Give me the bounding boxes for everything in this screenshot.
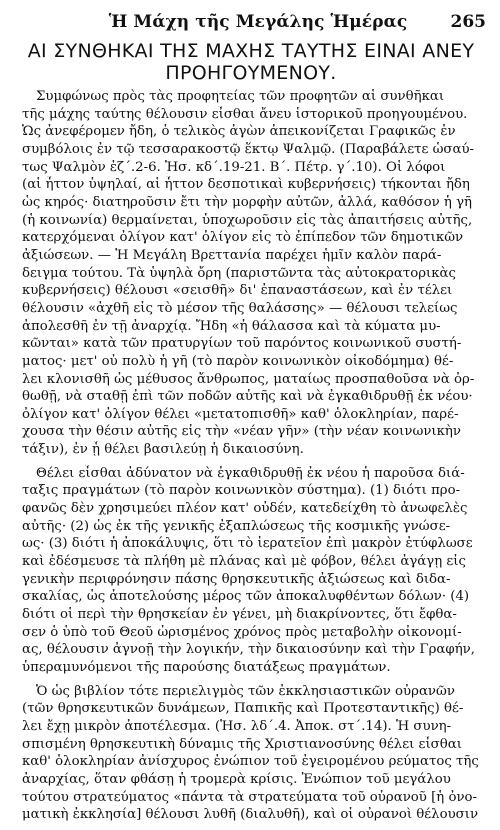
- text-line: Ὡς ἀνεφέρομεν ἤδη, ὁ τελικὸς ἀγὼν ἀπεικονίζεται Γραφικῶς ἐν: [22, 124, 456, 140]
- text-line: ὀλίγον κατ' ὀλίγον θέλει «μετατοπισθῆ» καθ' ὁλοκληρίαν, παρέ-: [22, 406, 459, 422]
- text-line: συμβόλοις ἐν τῷ τεσσαρακοστῷ ἕκτῳ Ψαλμῷ. (Παραβάλετε ὡσαύ-: [22, 141, 475, 157]
- text-line: σεν ὁ ὑπὸ τοῦ Θεοῦ ὡρισμένος χρόνος πρὸς μεταβολὴν οἰκονομί-: [22, 624, 462, 640]
- running-head: [30, 12, 486, 34]
- text-line: ὡς κηρός· διατηροῦσιν ἔτι τὴν μορφὴν αὐτῶν, ἀλλά, καθόσον ἡ γῆ: [22, 194, 473, 210]
- section-heading-line: ΠΡΟΗΓΟΥΜΕΝΟΥ.: [165, 62, 337, 84]
- text-line: τούτου στρατεύματος «πάντα τὰ στρατεύματα τοῦ οὐρανοῦ [ἡ ὀνο-: [22, 789, 478, 805]
- text-line: ὑπεραμυνόμενοι τῆς παρούσης διατάξεως πραγμάτων.: [22, 660, 391, 675]
- running-title: Ἡ Μάχη τῆς Μεγάλης Ἡμέρας: [108, 12, 408, 32]
- text-line: καὶ ἐδέσμευσε τὰ πλήθη μὲ πλάνας καὶ μὲ φόβον, θέλει ἀγάγῃ εἰς: [22, 554, 466, 570]
- text-line: θωθῇ, νὰ σταθῇ ἐπὶ τῶν ποδῶν αὐτῆς καὶ νὰ ἐγκαθιδρυθῇ ἐκ νέου·: [22, 389, 473, 405]
- text-line: σκαλίας, ὡς ἀποτελούσης μέρος τῶν ἀποκαλυφθέντων δόλων· (4): [22, 589, 470, 605]
- text-line: (τῶν θρησκευτικῶν δυνάμεων, Παπικῆς καὶ Προτεσταντικῆς) θέ-: [22, 701, 464, 717]
- text-line: χουσα τὴν θέσιν αὐτῆς εἰς τὴν «νέαν γῆν» (τὴν νέαν κοινωνικὴν: [22, 424, 461, 440]
- text-line: ἀναρχίας, ὅταν φθάσῃ ἡ τρομερὰ κρίσις. Ἐνώπιον τοῦ μεγάλου: [22, 771, 451, 787]
- text-line: δειγμα τούτου. Τὰ ὑψηλὰ ὄρη (παριστῶντα τὰς αὐτοκρατορικὰς: [22, 265, 456, 281]
- section-heading-line: ΑΙ ΣΥΝΘΗΚΑΙ ΤΗΣ ΜΑΧΗΣ ΤΑΥΤΗΣ ΕΙΝΑΙ ΑΝΕΥ: [27, 40, 475, 62]
- text-line: κῶνται» κατὰ τῶν πρατυργίων τοῦ παρόντος κοινωνικοῦ συστή-: [22, 336, 462, 352]
- text-line: (αἱ ἧττον ὑψηλαί, αἱ ἧττον δεσποτικαὶ κυβερνήσεις) τήκονται ἤδη: [22, 177, 470, 193]
- text-line: ματικὴ ἐκκλησία] θέλουσι λυθῆ (διαλυθῆ), καὶ οἱ οὐρανοὶ θέλουσιν: [22, 807, 479, 823]
- text-line: λει ἔχῃ μικρὸν ἀποτέλεσμα. (Ἡσ. λδ΄.4. Ἀποκ. στ΄.14). Ἡ συνη-: [22, 718, 452, 734]
- text-line: αὐτῆς· (2) ὡς ἐκ τῆς γενικῆς ἐξαπλώσεως τῆς κοσμικῆς γνώσε-: [22, 518, 451, 534]
- text-line: Ὁ ὡς βιβλίον τότε περιελιγμὸς τῶν ἐκκλησιαστικῶν οὐρανῶν: [36, 683, 455, 699]
- text-line: διότι οἱ περὶ τὴν θρησκείαν ἐν γένει, μὴ διακρίνοντες, ὅτι ἔφθα-: [22, 607, 457, 623]
- text-line: γενικὴν περιφρόνησιν πάσης θρησκευτικῆς ἀξιώσεως καὶ διδα-: [22, 571, 451, 587]
- text-line: ας, θέλουσιν ἀγνοῇ τὴν λογικήν, τὴν δικαιοσύνην καὶ τὴν Γραφήν,: [22, 642, 475, 658]
- page-number: 265: [450, 12, 486, 32]
- section-heading: [20, 40, 482, 84]
- text-line: τάξιν), ἐν ᾗ θέλει βασιλεύῃ ἡ δικαιοσύνη.: [22, 442, 304, 458]
- text-line: λει κλονισθῆ ὡς μέθυσος ἄνθρωπος, ματαίως προσπαθοῦσα νὰ ὀρ-: [22, 371, 475, 387]
- text-line: (ἡ κοινωνία) θερμαίνεται, ὑποχωροῦσιν εἰς τὰς ἀπαιτήσεις αὐτῆς,: [22, 212, 473, 228]
- text-line: κυβερνήσεις) θέλουσι «σεισθῆ» δι' ἐπαναστάσεων, καὶ ἐν τέλει: [22, 283, 453, 299]
- text-line: τως Ψαλμὸν ἑζ΄.2-6. Ἡσ. κδ΄.19-21. Β΄. Πέτρ. γ΄.10). Οἱ λόφοι: [22, 159, 446, 175]
- text-line: ἀξιώσεων. — Ἡ Μεγάλη Βρεττανία παρέχει ἡμῖν καλὸν παρά-: [22, 247, 442, 263]
- text-line: καθ' ὁλοκληρίαν ἀνίσχυρος ἐνώπιον τοῦ ἐγειρομένου ρεύματος τῆς: [22, 754, 479, 770]
- text-line: κατερχόμεναι ὀλίγον κατ' ὀλίγον εἰς τὸ ἐπίπεδον τῶν δημοτικῶν: [22, 230, 464, 246]
- body-text: [22, 88, 487, 830]
- text-line: ταξις πραγμάτων (τὸ παρὸν κοινωνικὸν σύστημα). (1) διότι προ-: [22, 483, 461, 499]
- text-line: θέλουσιν «ἀχθῆ εἰς τὸ μέσον τῆς θαλάσσης» — θέλουσι τελείως: [22, 300, 458, 316]
- text-line: Θέλει εἶσθαι ἀδύνατον νὰ ἐγκαθιδρυθῇ ἐκ νέου ἡ παροῦσα διά-: [36, 465, 465, 481]
- text-line: ματος· μετ' οὐ πολὺ ἡ γῆ (τὸ παρὸν κοινωνικὸν οἰκοδόμημα) θέ-: [22, 353, 454, 369]
- text-line: τῆς μάχης ταύτης θέλουσιν εἶσθαι ἄνευ ἱστορικοῦ προηγουμένου.: [22, 106, 468, 122]
- text-line: σπισμένη θρησκευτικὴ δύναμις τῆς Χριστιανοσύνης θέλει εἶσθαι: [22, 736, 462, 752]
- paragraph: [22, 465, 487, 677]
- paragraph: [22, 683, 487, 824]
- text-line: φανῶς δὲν χρησιμεύει πλέον κατ' οὐδέν, κατεδείχθη τὸ ἀνωφελὲς: [22, 501, 468, 517]
- paragraph: [22, 88, 487, 459]
- text-line: ως· (3) διότι ἡ ἀποκάλυψις, ὅτι τὸ ἱερατεῖον ἐπὶ μακρὸν ἐτύφλωσε: [22, 536, 473, 552]
- text-line: Συμφώνως πρὸς τὰς προφητείας τῶν προφητῶν αἱ συνθῆκαι: [36, 89, 445, 104]
- text-line: ἀπολεσθῆ ἐν τῇ ἀναρχίᾳ. Ἤδη «ἡ θάλασσα καὶ τὰ κύματα μυ-: [22, 318, 441, 334]
